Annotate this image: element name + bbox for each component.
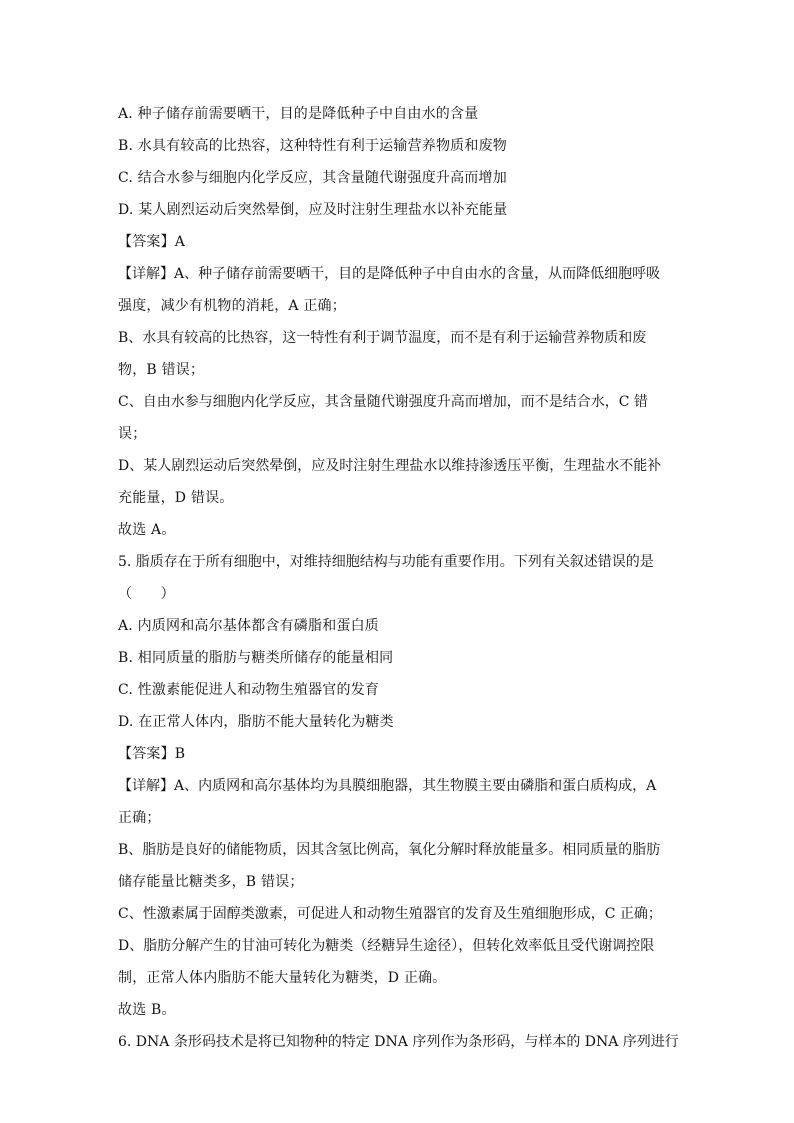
q4-conclusion: 故选 A。 bbox=[118, 522, 176, 538]
q5-answer: 【答案】B bbox=[118, 746, 186, 762]
q5-explanation-line: B、脂肪是良好的储能物质，因其含氢比例高，氧化分解时释放能量多。相同质量的脂肪 bbox=[118, 842, 661, 858]
q6-stem-line: 6. DNA 条形码技术是将已知物种的特定 DNA 序列作为条形码，与样本的 DNA 序列进行 bbox=[118, 1034, 679, 1050]
q4-explanation-line: 物，B 错误； bbox=[118, 362, 205, 378]
q5-explanation-line: C、性激素属于固醇类激素，可促进人和动物生殖器官的发育及生殖细胞形成，C 正确； bbox=[118, 906, 662, 922]
q5-explanation-line: 正确； bbox=[118, 810, 161, 826]
q5-explanation-line: 【详解】A、内质网和高尔基体均为具膜细胞器，其生物膜主要由磷脂和蛋白质构成，A bbox=[118, 778, 657, 794]
q5-explanation-line: 制，正常人体内脂肪不能大量转化为糖类，D 正确。 bbox=[118, 970, 447, 986]
q5-stem-blank: （ ） bbox=[118, 586, 175, 602]
q5-explanation-line: D、脂肪分解产生的甘油可转化为糖类（经糖异生途径），但转化效率低且受代谢调控限 bbox=[118, 938, 655, 954]
q4-explanation-line: 【详解】A、种子储存前需要晒干，目的是降低种子中自由水的含量，从而降低细胞呼吸 bbox=[118, 266, 661, 282]
q5-option-d: D. 在正常人体内，脂肪不能大量转化为糖类 bbox=[118, 714, 394, 730]
q4-option-b: B. 水具有较高的比热容，这种特性有利于运输营养物质和废物 bbox=[118, 138, 507, 154]
q5-conclusion: 故选 B。 bbox=[118, 1002, 176, 1018]
q5-option-c: C. 性激素能促进人和动物生殖器官的发育 bbox=[118, 682, 380, 698]
q4-option-c: C. 结合水参与细胞内化学反应，其含量随代谢强度升高而增加 bbox=[118, 170, 507, 186]
q4-explanation-line: 充能量，D 错误。 bbox=[118, 490, 234, 506]
q5-explanation-line: 储存能量比糖类多，B 错误； bbox=[118, 874, 304, 890]
q4-answer: 【答案】A bbox=[118, 234, 186, 250]
q4-explanation-line: C、自由水参与细胞内化学反应，其含量随代谢强度升高而增加，而不是结合水，C 错 bbox=[118, 394, 648, 410]
q4-explanation-line: D、某人剧烈运动后突然晕倒，应及时注射生理盐水以维持渗透压平衡，生理盐水不能补 bbox=[118, 458, 662, 474]
q4-option-a: A. 种子储存前需要晒干，目的是降低种子中自由水的含量 bbox=[118, 106, 479, 122]
q5-option-a: A. 内质网和高尔基体都含有磷脂和蛋白质 bbox=[118, 618, 380, 634]
q4-explanation-line: 误； bbox=[118, 426, 147, 442]
q4-explanation-line: B、水具有较高的比热容，这一特性有利于调节温度，而不是有利于运输营养物质和废 bbox=[118, 330, 647, 346]
q4-option-d: D. 某人剧烈运动后突然晕倒，应及时注射生理盐水以补充能量 bbox=[118, 202, 508, 218]
q4-explanation-line: 强度，减少有机物的消耗，A 正确； bbox=[118, 298, 346, 314]
q5-option-b: B. 相同质量的脂肪与糖类所储存的能量相同 bbox=[118, 650, 394, 666]
q5-stem-line: 5. 脂质存在于所有细胞中，对维持细胞结构与功能有重要作用。下列有关叙述错误的是 bbox=[118, 554, 654, 570]
